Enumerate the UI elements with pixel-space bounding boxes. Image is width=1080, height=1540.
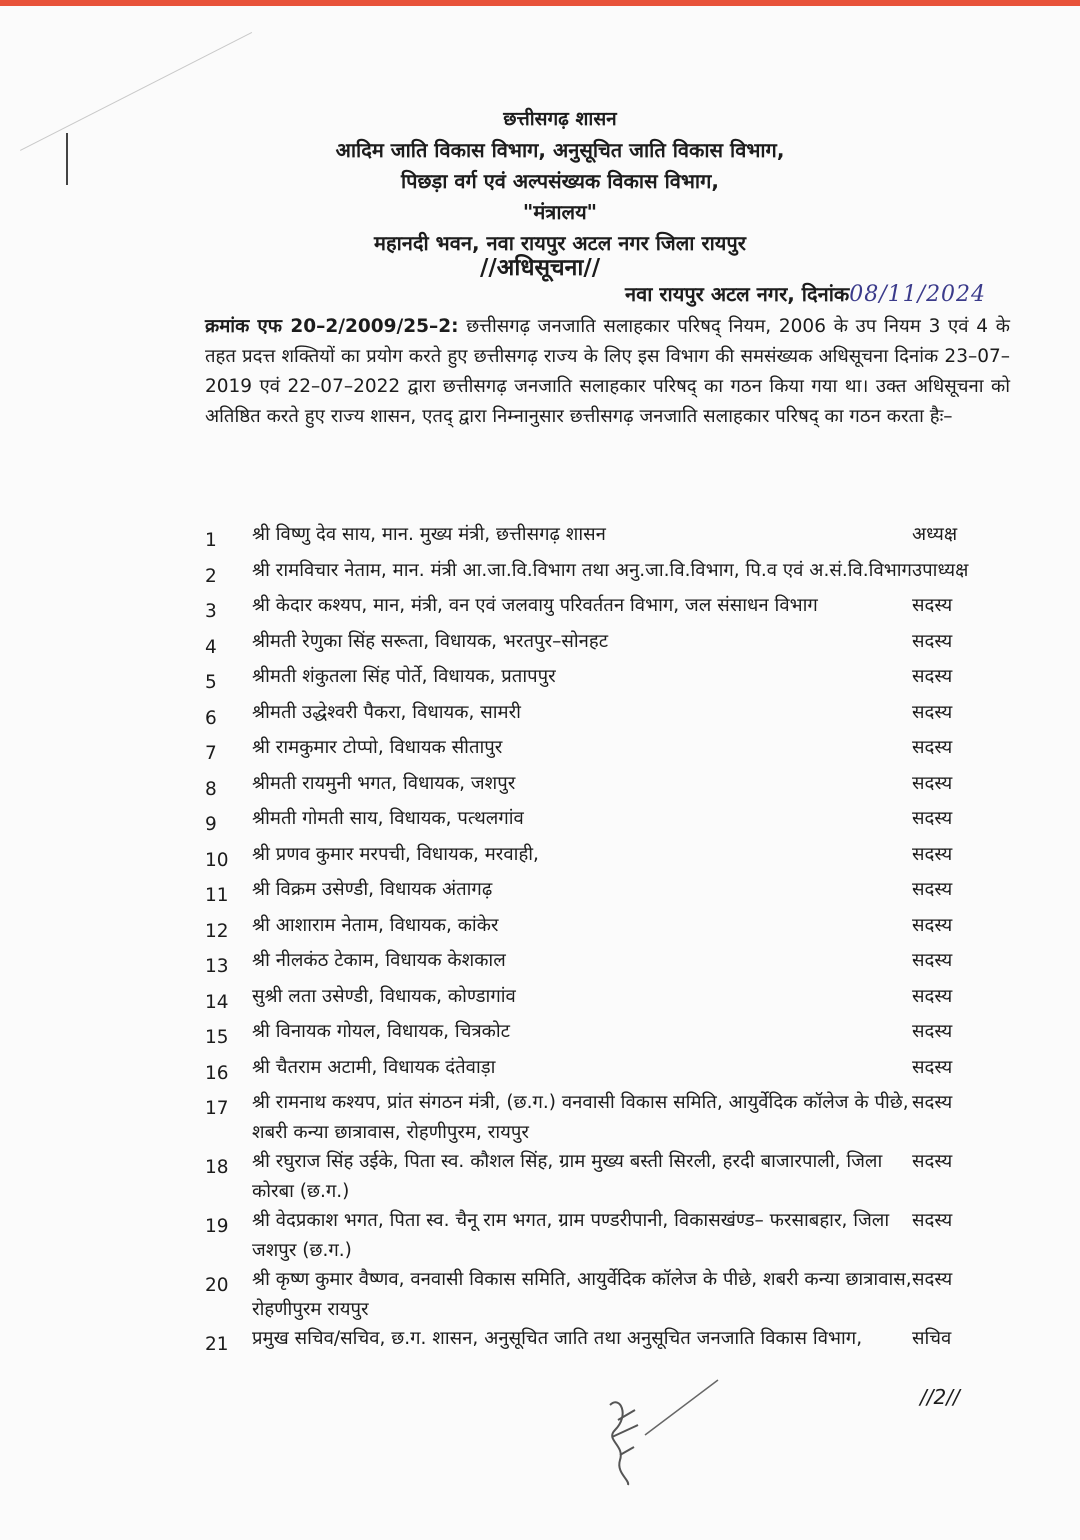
member-details: श्री कृष्ण कुमार वैष्णव, वनवासी विकास समिति, आयुर्वेदिक कॉलेज के पीछे, शबरी कन्या छात्रावास, रोहणीपुरम रायपुर xyxy=(252,1269,912,1320)
member-details: श्री रामविचार नेताम, मान. मंत्री आ.जा.वि.विभाग तथा अनु.जा.वि.विभाग, पि.व एवं अ.सं.वि.विभाग xyxy=(252,559,912,581)
member-row xyxy=(205,946,1005,982)
member-number: 9 xyxy=(205,814,217,835)
member-role: उपाध्यक्ष xyxy=(912,559,969,581)
member-role: सदस्य xyxy=(912,808,953,829)
member-number: 6 xyxy=(205,707,217,729)
member-role: सचिव xyxy=(912,1328,952,1349)
member-details: श्रीमती शंकुतला सिंह पोर्ते, विधायक, प्रतापपुर xyxy=(252,666,556,687)
member-details: श्री रघुराज सिंह उईके, पिता स्व. कौशल सिंह, ग्राम मुख्य बस्ती सिरली, हरदी बाजारपाली, जिला कोरबा (छ.ग.) xyxy=(252,1151,883,1202)
member-details: श्रीमती उद्धेश्वरी पैकरा, विधायक, सामरी xyxy=(252,701,521,723)
member-number: 3 xyxy=(205,601,217,622)
handwritten-date: 08/11/2024 xyxy=(849,282,987,307)
member-number: 4 xyxy=(205,636,217,658)
notice-title: //अधिसूचना// xyxy=(480,255,601,281)
member-role: सदस्य xyxy=(912,1056,953,1078)
member-row xyxy=(205,627,1005,663)
member-row xyxy=(205,1324,1005,1360)
members-list xyxy=(205,520,1005,1360)
member-row xyxy=(205,804,1005,840)
member-number: 1 xyxy=(205,530,217,551)
scan-top-strip xyxy=(0,0,1080,6)
member-role: सदस्य xyxy=(912,950,953,971)
member-row xyxy=(205,875,1005,911)
member-number: 18 xyxy=(205,1157,229,1178)
member-row xyxy=(205,1265,1005,1324)
member-number: 2 xyxy=(205,565,217,587)
member-number: 15 xyxy=(205,1027,229,1048)
member-role: सदस्य xyxy=(912,737,953,758)
member-row xyxy=(205,520,1005,556)
member-row xyxy=(205,1147,1005,1206)
intro-paragraph xyxy=(205,312,1010,432)
member-role: सदस्य xyxy=(912,914,953,936)
member-role: सदस्य xyxy=(912,772,953,794)
member-details: श्री वेदप्रकाश भगत, पिता स्व. चैनू राम भगत, ग्राम पण्डरीपानी, विकासखंण्ड– फरसाबहार, जिला जशपुर (छ.ग.) xyxy=(252,1210,890,1261)
government-name: छत्तीसगढ़ शासन xyxy=(503,108,617,130)
member-details: श्री आशाराम नेताम, विधायक, कांकेर xyxy=(252,914,499,936)
member-role: सदस्य xyxy=(912,595,953,616)
member-details: श्री केदार कश्यप, मान, मंत्री, वन एवं जलवायु परिवर्ततन विभाग, जल संसाधन विभाग xyxy=(252,595,818,616)
member-role: सदस्य xyxy=(912,630,953,652)
member-details: श्री विक्रम उसेण्डी, विधायक अंतागढ़ xyxy=(252,879,493,900)
member-row xyxy=(205,840,1005,876)
member-details: श्री चैतराम अटामी, विधायक दंतेवाड़ा xyxy=(252,1056,496,1078)
place-date xyxy=(625,280,986,307)
member-role: सदस्य xyxy=(912,879,953,900)
member-role: सदस्य xyxy=(912,666,953,687)
member-row xyxy=(205,1017,1005,1053)
member-details: श्री विष्णु देव साय, मान. मुख्य मंत्री, छत्तीसगढ़ शासन xyxy=(252,524,606,545)
office-address: महानदी भवन, नवा रायपुर अटल नगर जिला रायपुर xyxy=(374,231,746,255)
ministry-name: "मंत्रालय" xyxy=(522,200,598,224)
member-details: श्रीमती रेणुका सिंह सरूता, विधायक, भरतपुर–सोनहट xyxy=(252,630,609,652)
member-details: श्री नीलकंठ टेकाम, विधायक केशकाल xyxy=(252,950,506,971)
member-role: सदस्य xyxy=(912,701,953,723)
member-row xyxy=(205,1088,1005,1147)
member-row xyxy=(205,733,1005,769)
member-details: श्री रामनाथ कश्यप, प्रांत संगठन मंत्री, (छ.ग.) वनवासी विकास समिति, आयुर्वेदिक कॉलेज के पीछे, शबरी कन्या छात्रावास, रोहणीपुरम, रायपुर xyxy=(252,1092,909,1143)
signature-mark xyxy=(590,1375,730,1495)
member-number: 14 xyxy=(205,991,229,1013)
member-number: 16 xyxy=(205,1062,229,1084)
member-role: सदस्य xyxy=(912,1092,953,1113)
member-row xyxy=(205,1206,1005,1265)
member-row xyxy=(205,556,1005,592)
member-number: 20 xyxy=(205,1275,229,1296)
departments-line-2: पिछड़ा वर्ग एवं अल्पसंख्यक विकास विभाग, xyxy=(401,169,719,193)
intro-text: छत्तीसगढ़ जनजाति सलाहकार परिषद् नियम, 2006 के उप नियम 3 एवं 4 के तहत प्रदत्त शक्तियों का प्रयोग करते हुए छत्तीसगढ़ राज्य के लिए इस विभाग की समसंख्यक अधिसूचना दिनांक 23–07–2019 एवं 22–07–2022 द्वारा छत्तीसगढ़ जनजाति सलाहकार परिषद् का गठन किया गया था। उक्त अधिसूचना को अतिष्ठित करते हुए राज्य शासन, एतद् द्वारा निम्नानुसार छत्तीसगढ़ जनजाति सलाहकार परिषद् का गठन करता हैः– xyxy=(205,316,1010,427)
place-date-label: नवा रायपुर अटल नगर, दिनांक xyxy=(625,282,850,306)
member-role: अध्यक्ष xyxy=(912,524,958,545)
member-role: सदस्य xyxy=(912,1269,953,1290)
member-details: श्री विनायक गोयल, विधायक, चित्रकोट xyxy=(252,1021,510,1042)
member-row xyxy=(205,982,1005,1018)
reference-number: क्रमांक एफ 20–2/2009/25–2: xyxy=(205,316,459,337)
margin-mark xyxy=(66,133,68,185)
member-role: सदस्य xyxy=(912,1021,953,1042)
scan-artifact-line xyxy=(20,32,252,151)
member-row xyxy=(205,769,1005,805)
member-role: सदस्य xyxy=(912,1151,953,1172)
member-number: 7 xyxy=(205,743,217,764)
member-details: सुश्री लता उसेण्डी, विधायक, कोण्डागांव xyxy=(252,985,516,1007)
member-row xyxy=(205,662,1005,698)
member-number: 19 xyxy=(205,1216,229,1237)
member-details: श्री रामकुमार टोप्पो, विधायक सीतापुर xyxy=(252,737,503,758)
member-row xyxy=(205,911,1005,947)
member-number: 12 xyxy=(205,920,229,942)
member-number: 5 xyxy=(205,672,217,693)
member-details: श्रीमती रायमुनी भगत, विधायक, जशपुर xyxy=(252,772,516,794)
letterhead xyxy=(250,104,870,259)
member-number: 10 xyxy=(205,849,229,871)
member-role: सदस्य xyxy=(912,985,953,1007)
member-row xyxy=(205,698,1005,734)
member-details: प्रमुख सचिव/सचिव, छ.ग. शासन, अनुसूचित जाति तथा अनुसूचित जनजाति विकास विभाग, xyxy=(252,1328,863,1349)
departments-line-1: आदिम जाति विकास विभाग, अनुसूचित जाति विकास विभाग, xyxy=(335,138,785,162)
member-number: 8 xyxy=(205,778,217,800)
member-role: सदस्य xyxy=(912,843,953,865)
member-details: श्री प्रणव कुमार मरपची, विधायक, मरवाही, xyxy=(252,843,539,865)
member-number: 17 xyxy=(205,1098,229,1119)
page-number: //2// xyxy=(920,1385,960,1409)
member-row xyxy=(205,591,1005,627)
member-number: 21 xyxy=(205,1334,229,1355)
member-role: सदस्य xyxy=(912,1210,953,1231)
member-number: 11 xyxy=(205,885,229,906)
member-row xyxy=(205,1053,1005,1089)
member-number: 13 xyxy=(205,956,229,977)
member-details: श्रीमती गोमती साय, विधायक, पत्थलगांव xyxy=(252,808,524,829)
